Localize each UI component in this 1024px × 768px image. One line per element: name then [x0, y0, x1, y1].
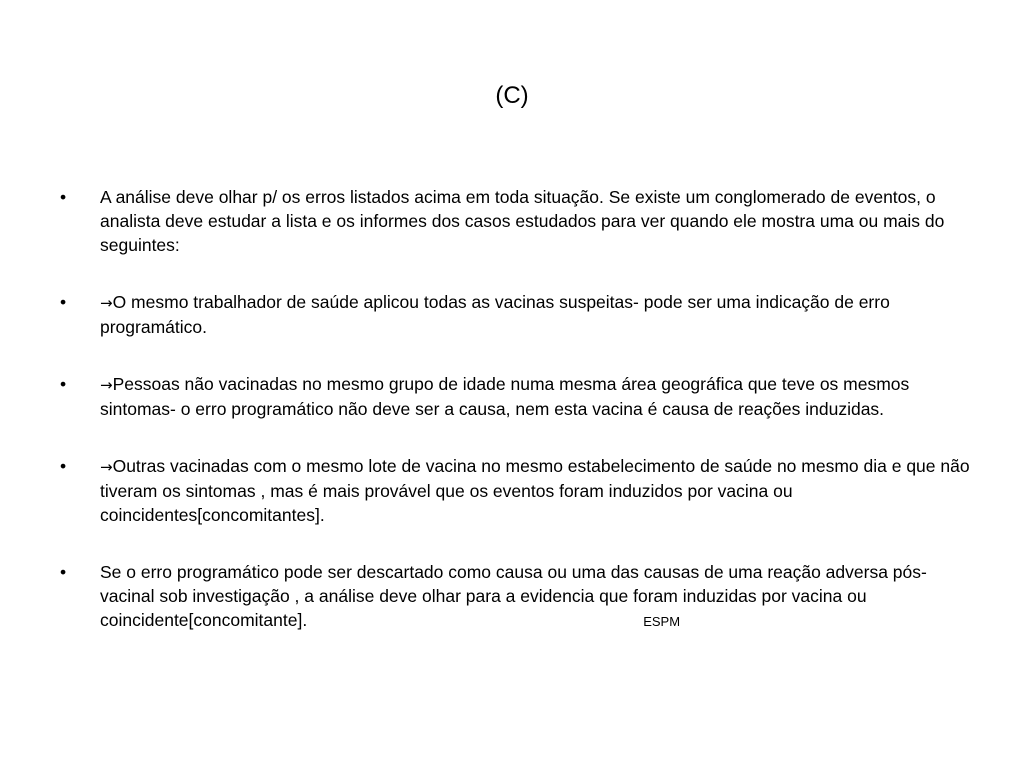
bullet-text: A análise deve olhar p/ os erros listados acima em toda situação. Se existe um conglomerado de eventos, o analista deve estudar a lista e os informes dos casos estudados para ver quando ele mostra uma ou mais do seguintes: — [100, 187, 945, 255]
bullet-icon: • — [60, 292, 67, 312]
bullet-icon: • — [60, 374, 67, 394]
slide-title: (C) — [495, 82, 529, 109]
arrow-right-icon: → — [100, 376, 113, 394]
bullet-icon: • — [60, 456, 67, 476]
list-item — [60, 454, 970, 527]
source-note: ESPM — [643, 614, 681, 629]
bullet-icon: • — [60, 562, 67, 582]
bullet-text: Outras vacinadas com o mesmo lote de vacina no mesmo estabelecimento de saúde no mesmo dia e que não tiveram os sintomas , mas é mais provável que os eventos foram induzidos por vacina ou coincidentes[concomitantes]. — [100, 456, 970, 525]
bullet-text: Pessoas não vacinadas no mesmo grupo de idade numa mesma área geográfica que teve os mesmos sintomas- o erro programático não deve ser a causa, nem esta vacina é causa de reações induzidas. — [100, 374, 910, 419]
bullet-list — [60, 185, 970, 634]
bullet-text: O mesmo trabalhador de saúde aplicou todas as vacinas suspeitas- pode ser uma indicação de erro programático. — [100, 292, 890, 337]
list-item — [60, 185, 970, 257]
list-item — [60, 372, 970, 421]
bullet-icon: • — [60, 187, 67, 207]
list-item — [60, 560, 970, 634]
bullet-text: Se o erro programático pode ser descartado como causa ou uma das causas de uma reação adversa pós-vacinal sob investigação , a análise deve olhar para a evidencia que foram induzidas por vacina ou coincidente[concomitante]. — [100, 562, 927, 630]
arrow-right-icon: → — [100, 294, 113, 312]
list-item — [60, 290, 970, 339]
arrow-right-icon: → — [100, 458, 113, 476]
